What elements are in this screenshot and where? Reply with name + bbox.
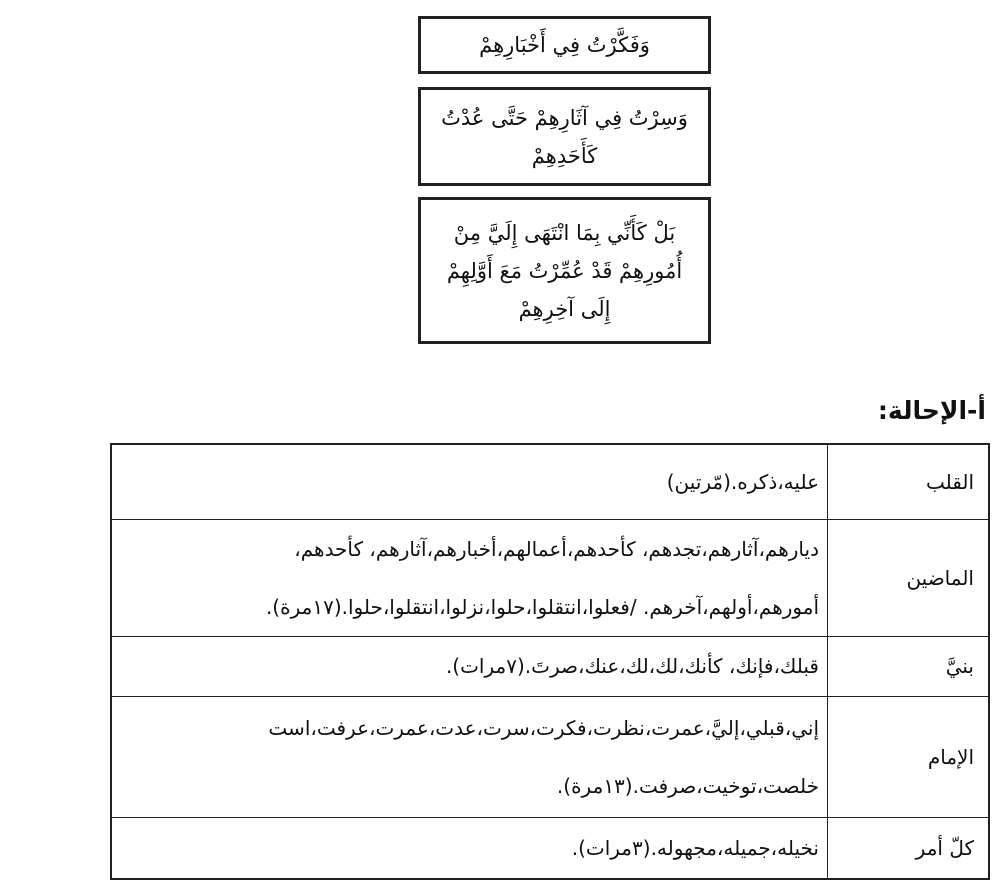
value-line: نخيله،جميله،مجهوله.(٣مرات). [571,835,819,860]
value-line: إني،قبلي،إليَّ،عمرت،نظرت،فكرت،سرت،عدت،عمرت،عرفت،است [268,715,819,740]
quote-line: كَأَحَدِهِمْ [531,143,598,168]
value-line: قبلك،فإنك، كأنك،لك،لك،عنك،صرتَ.(٧مرات). [445,654,819,678]
row-label: القلب [828,444,990,519]
row-value [111,636,828,696]
row-label: الإمام [828,696,990,817]
table-row [111,519,989,636]
row-value [111,519,828,636]
table-row [111,817,989,879]
quote-box-3 [418,197,711,344]
quote-box-1 [418,16,711,74]
row-label: بنيَّ [828,636,990,696]
section-heading: أ-الإحالة: [877,396,986,425]
row-value [111,444,828,519]
quote-line: أُمُورِهِمْ قَدْ عُمِّرْتُ مَعَ أَوَّلِهِمْ [446,258,683,283]
quote-line: إِلَى آخِرِهِمْ [518,296,611,321]
row-label: كلّ أمر [828,817,990,879]
quote-line: وَفَكَّرْتُ فِي أَخْبَارِهِمْ [479,33,650,57]
table-row [111,636,989,696]
quote-box-2 [418,87,711,186]
quote-line: وَسِرْتُ فِي آثَارِهِمْ حَتَّى عُدْتُ [441,105,688,130]
quote-line: بَلْ كَأَنِّي بِمَا انْتَهَى إِلَيَّ مِنْ [453,220,676,245]
table-row [111,696,989,817]
row-label: الماضين [828,519,990,636]
value-line: عليه،ذكره.(مّرتين) [666,469,819,494]
value-line: خلصت،توخيت،صرفت.(١٣مرة). [556,773,819,798]
row-value [111,696,828,817]
value-line: ديارهم،آثارهم،تجدهم، كأحدهم،أعمالهم،أخبارهم،آثارهم، كأحدهم، [294,536,819,561]
reference-table [110,443,990,880]
value-line: أمورهم،أولهم،آخرهم. /فعلوا،انتقلوا،حلوا،نزلوا،انتقلوا،حلوا.(١٧مرة). [265,594,819,619]
table-row [111,444,989,519]
row-value [111,817,828,879]
